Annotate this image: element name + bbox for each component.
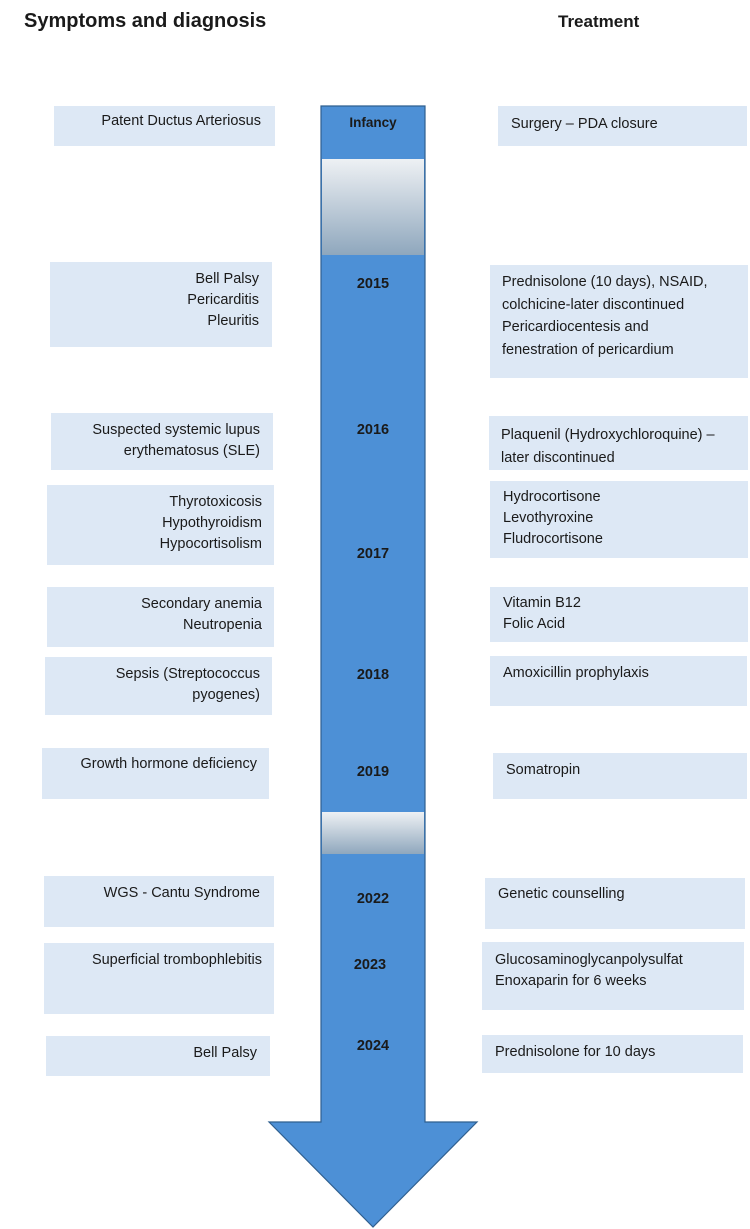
symptom-text: Suspected systemic lupus [92, 422, 260, 438]
treatment-text: later discontinued [501, 449, 615, 466]
symptom-box-2019 [42, 748, 269, 799]
treatment-text: Genetic counselling [498, 886, 625, 902]
treatment-text: Somatropin [506, 762, 581, 778]
treatment-text: Folic Acid [503, 616, 566, 632]
treatment-box-2023 [482, 942, 744, 1010]
symptom-text: Hypothyroidism [162, 515, 262, 531]
treatment-box-2024 [482, 1035, 743, 1073]
year-label-2015: 2015 [356, 276, 390, 292]
symptom-text: Superficial trombophlebitis [91, 952, 262, 968]
symptom-text: Neutropenia [183, 617, 262, 633]
symptom-box-2022 [44, 876, 274, 927]
treatment-box-2022 [485, 878, 745, 929]
timeline-gap-1 [322, 159, 424, 255]
symptom-box-2024 [46, 1036, 270, 1076]
symptom-box-2017-endocrine [47, 485, 274, 565]
symptom-text: Hypocortisolism [159, 536, 262, 552]
symptom-box-2015 [50, 262, 272, 347]
symptom-text: Pleuritis [207, 313, 259, 329]
treatment-box-2017-endocrine [490, 481, 748, 558]
treatment-text: Vitamin B12 [503, 595, 581, 611]
year-label-2022: 2022 [356, 891, 390, 907]
year-label-2019: 2019 [356, 764, 390, 780]
treatment-box-2016 [489, 416, 748, 470]
treatment-box-2018 [490, 656, 747, 706]
year-label-2024: 2024 [356, 1038, 390, 1054]
treatment-text: fenestration of pericardium [502, 341, 674, 358]
symptom-box-infancy [54, 106, 275, 146]
year-label-2018: 2018 [356, 667, 390, 683]
treatment-text: Prednisolone (10 days), NSAID, [502, 274, 708, 290]
treatment-box-infancy [498, 106, 747, 146]
symptom-text: pyogenes) [192, 687, 260, 703]
treatment-box-2019 [493, 753, 747, 799]
symptom-text: WGS - Cantu Syndrome [103, 885, 260, 901]
treatment-text: Pericardiocentesis and [502, 319, 649, 335]
symptom-text: Bell Palsy [195, 271, 259, 287]
year-label-2023: 2023 [353, 957, 387, 973]
year-label-2017: 2017 [356, 546, 390, 562]
symptom-text: Growth hormone deficiency [80, 756, 257, 772]
symptom-text: Patent Ductus Arteriosus [101, 113, 261, 129]
symptom-text: Secondary anemia [141, 596, 262, 612]
symptoms-heading: Symptoms and diagnosis [24, 10, 267, 32]
timeline-gap-2 [322, 812, 424, 854]
treatment-text: colchicine-later discontinued [502, 296, 685, 313]
year-label-2016: 2016 [356, 422, 390, 438]
symptom-text: Sepsis (Streptococcus [115, 666, 260, 682]
symptom-text: Pericarditis [187, 292, 259, 308]
treatment-text: Glucosaminoglycanpolysulfat [495, 952, 683, 968]
treatment-text: Fludrocortisone [503, 531, 603, 547]
treatment-text: Hydrocortisone [503, 489, 601, 505]
symptom-text: Thyrotoxicosis [169, 494, 262, 510]
symptom-text: erythematosus (SLE) [123, 443, 260, 459]
treatment-box-2015 [490, 265, 748, 378]
treatment-heading: Treatment [558, 12, 640, 31]
symptom-box-2016 [51, 413, 273, 470]
symptom-box-2023 [44, 943, 274, 1014]
treatment-text: Amoxicillin prophylaxis [503, 665, 649, 681]
year-label-infancy: Infancy [349, 115, 397, 130]
treatment-box-2017-blood [490, 587, 748, 642]
treatment-text: Prednisolone for 10 days [495, 1044, 656, 1060]
treatment-text: Surgery – PDA closure [511, 116, 658, 132]
treatment-text: Plaquenil (Hydroxychloroquine) – [501, 427, 715, 443]
symptom-box-2018 [45, 657, 272, 715]
treatment-text: Enoxaparin for 6 weeks [495, 973, 647, 989]
treatment-text: Levothyroxine [503, 510, 594, 526]
symptom-box-2017-blood [47, 587, 274, 647]
symptom-text: Bell Palsy [193, 1045, 257, 1061]
